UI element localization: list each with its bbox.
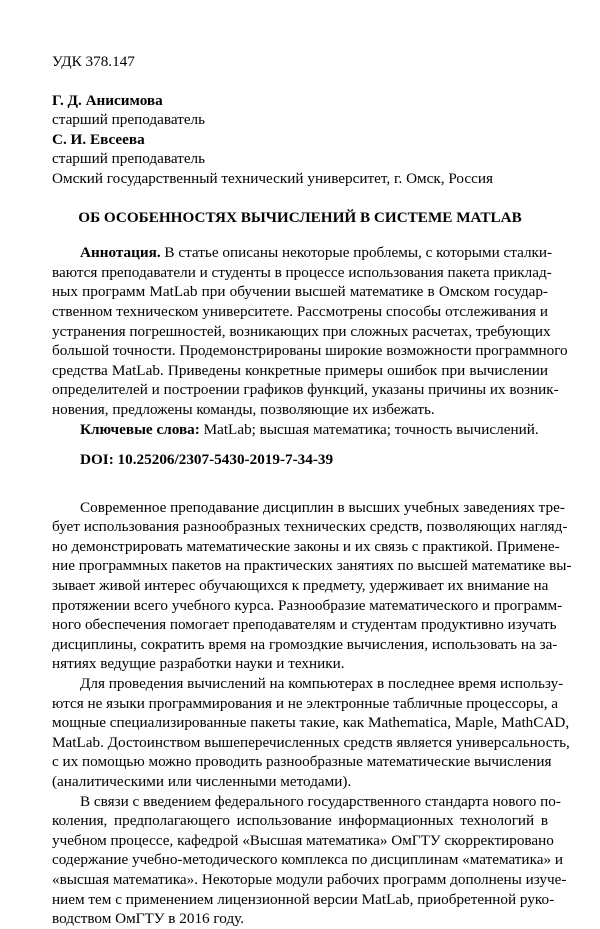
body-line: «высшая математика». Некоторые модули рабочих программ дополнены изуче-: [52, 870, 567, 888]
abstract-line: Аннотация. В статье описаны некоторые проблемы, с которыми сталки-: [80, 244, 553, 262]
author-name-2: С. И. Евсеева: [52, 130, 145, 148]
article-title: ОБ ОСОБЕННОСТЯХ ВЫЧИСЛЕНИЙ В СИСТЕМЕ MATLAB: [78, 208, 522, 226]
article-page: [52, 52, 572, 929]
keywords: [52, 420, 548, 440]
body-line: коления, предполагающего использование информационных технологий в: [52, 812, 548, 830]
body-line: протяжении всего учебного курса. Разнообразие математического и программ-: [52, 596, 563, 614]
abstract-line: большой точности. Продемонстрированы широкие возможности программного: [52, 342, 568, 360]
body-line: Современное преподавание дисциплин в высших учебных заведениях тре-: [80, 498, 565, 516]
author-position-2: старший преподаватель: [52, 150, 206, 168]
doi-value: : 10.25206/2307-5430-2019-7-34-39: [108, 451, 334, 469]
abstract: [52, 243, 568, 419]
body-line: (аналитическими или численными методами).: [52, 773, 352, 790]
body-line: содержание учебно-методического комплекса по дисциплинам «математика» и: [52, 851, 563, 869]
udk-code: УДК 378.147: [52, 53, 135, 70]
body-line: бует использования разнообразных технических средств, позволяющих нагляд-: [52, 518, 568, 536]
body-line: В связи с введением федерального государственного стандарта нового по-: [80, 792, 561, 810]
body-paragraph-2: [52, 674, 570, 792]
doi: [52, 450, 548, 470]
body-line: дисциплины, сократить время на громоздкие вычисления, использовать на за-: [52, 635, 558, 653]
affiliation: Омский государственный технический университет, г. Омск, Россия: [52, 169, 493, 187]
body-line: ние программных пакетов на практических занятиях по высшей математике вы-: [52, 557, 572, 575]
doi-label: DOI: [80, 451, 109, 469]
body-line: Для проведения вычислений на компьютерах в последнее время использу-: [80, 675, 564, 693]
body-line: нием тем с применением лицензионной версии MatLab, приобретенной руко-: [52, 890, 555, 908]
abstract-line: ваются преподаватели и студенты в процессе использования пакета приклад-: [52, 263, 552, 281]
abstract-line: устранения погрешностей, возникающих при сложных расчетах, требующих: [52, 322, 551, 340]
body-line: учебном процессе, кафедрой «Высшая математика» ОмГТУ скорректировано: [52, 831, 554, 849]
body-line: водством ОмГТУ в 2016 году.: [52, 910, 245, 928]
body-line: MatLab. Достоинством вышеперечисленных средств является универсальность,: [52, 733, 570, 751]
body-line: ного обеспечения помогает преподавателям и студентам продуктивно изучать: [52, 616, 557, 634]
keywords-text: MatLab; высшая математика; точность вычислений.: [203, 420, 539, 438]
body-paragraph-1: [52, 498, 572, 674]
abstract-line: ных программ MatLab при обучении высшей математике в Омском государ-: [52, 283, 548, 301]
author-name-1: Г. Д. Анисимова: [52, 91, 163, 109]
keywords-label: Ключевые слова:: [80, 420, 200, 438]
body-line: нятиях ведущие разработки науки и техники.: [52, 655, 345, 673]
abstract-label: Аннотация.: [80, 244, 161, 262]
body-paragraph-3: [52, 792, 567, 929]
abstract-line: ственном техническом университете. Рассмотрены способы отслеживания и: [52, 302, 548, 320]
body-line: ются не языки программирования и не электронные табличные процессоры, а: [52, 694, 559, 712]
body-line: но демонстрировать математические законы и их связь с практикой. Примене-: [52, 537, 560, 555]
body-line: мощные специализированные пакеты такие, как Mathematica, Maple, MathCAD,: [52, 714, 570, 732]
body-line: зывает живой интерес обучающихся к предмету, удерживает их внимание на: [52, 577, 549, 595]
abstract-line: новения, предложены команды, позволяющие их избежать.: [52, 400, 435, 418]
author-position-1: старший преподаватель: [52, 111, 206, 129]
body-line: с их помощью можно проводить разнообразные математические вычисления: [52, 753, 552, 771]
abstract-line: определителей и построении графиков функций, указаны причины их возник-: [52, 381, 559, 399]
abstract-line: средства MatLab. Приведены конкретные примеры ошибок при вычислении: [52, 361, 548, 379]
